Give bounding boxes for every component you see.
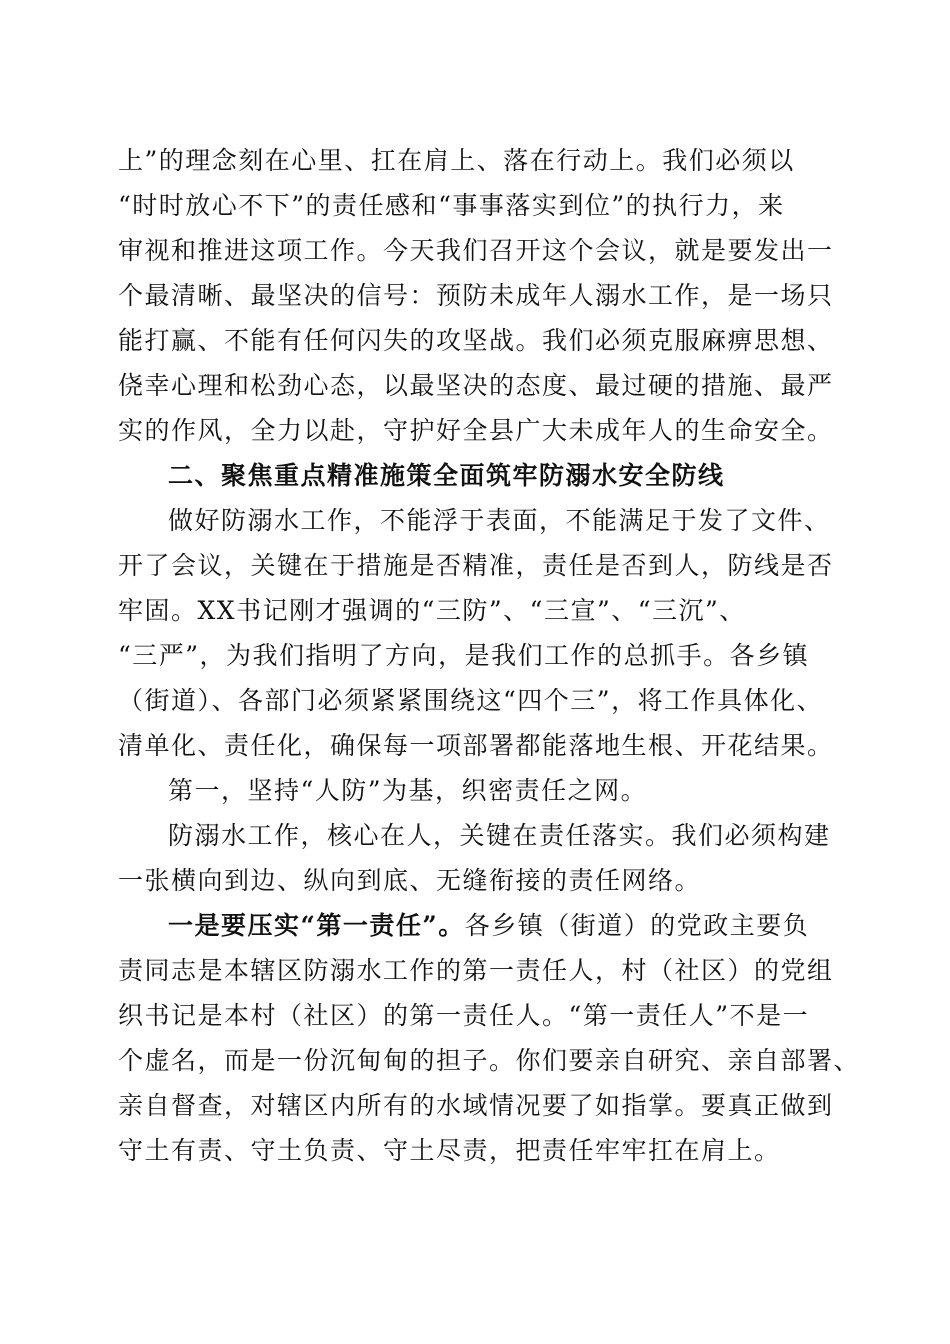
text-line: 做好防溺水工作，不能浮于表面，不能满足于发了文件、 <box>168 506 831 535</box>
text-line: 防溺水工作，核心在人，关键在责任落实。我们必须构建 <box>168 821 831 850</box>
text-line: “三严”，为我们指明了方向，是我们工作的总抓手。各乡镇 <box>118 641 810 670</box>
text-line: 侥幸心理和松劲心态，以最坚决的态度、最过硬的措施、最严 <box>118 371 834 400</box>
subheading: 第一，坚持“人防”为基，织密责任之网。 <box>168 776 648 805</box>
text-line: 一张横向到边、纵向到底、无缝衔接的责任网络。 <box>118 866 702 895</box>
section-heading: 二、聚焦重点精准施策全面筑牢防溺水安全防线 <box>168 461 725 490</box>
text-line: 审视和推进这项工作。今天我们召开这个会议，就是要发出一 <box>118 236 834 265</box>
text-line <box>168 904 898 948</box>
text-line: （街道）、各部门必须紧紧围绕这“四个三”，将工作具体化、 <box>118 686 824 715</box>
text-line: 牢固。XX书记刚才强调的“三防”、“三宣”、“三沉”、 <box>118 596 746 625</box>
text-line: 个虚名，而是一份沉甸甸的担子。你们要亲自研究、亲自部署、 <box>118 1046 861 1075</box>
text-line: 实的作风，全力以赴，守护好全县广大未成年人的生命安全。 <box>118 416 834 445</box>
text-line: 守土有责、守土负责、守土尽责，把责任牢牢扛在肩上。 <box>118 1136 781 1165</box>
text-line: 上”的理念刻在心里、扛在肩上、落在行动上。我们必须以 <box>118 146 795 175</box>
text-line: 能打赢、不能有任何闪失的攻坚战。我们必须克服麻痹思想、 <box>118 326 834 355</box>
text-line: 责同志是本辖区防溺水工作的第一责任人，村（社区）的党组 <box>118 956 834 985</box>
text-line: 开了会议，关键在于措施是否精准，责任是否到人，防线是否 <box>118 551 834 580</box>
text-line: “时时放心不下”的责任感和“事事落实到位”的执行力，来 <box>118 191 785 220</box>
text-line: 织书记是本村（社区）的第一责任人。“第一责任人”不是一 <box>118 1001 810 1030</box>
text-line: 清单化、责任化，确保每一项部署都能落地生根、开花结果。 <box>118 731 834 760</box>
text-continuation: 各乡镇（街道）的党政主要负 <box>464 911 810 940</box>
text-line: 个最清晰、最坚决的信号：预防未成年人溺水工作，是一场只 <box>118 281 834 310</box>
bold-lead-phrase: 一是要压实“第一责任”。 <box>168 911 465 940</box>
text-line: 亲自督查，对辖区内所有的水域情况要了如指掌。要真正做到 <box>118 1091 834 1120</box>
